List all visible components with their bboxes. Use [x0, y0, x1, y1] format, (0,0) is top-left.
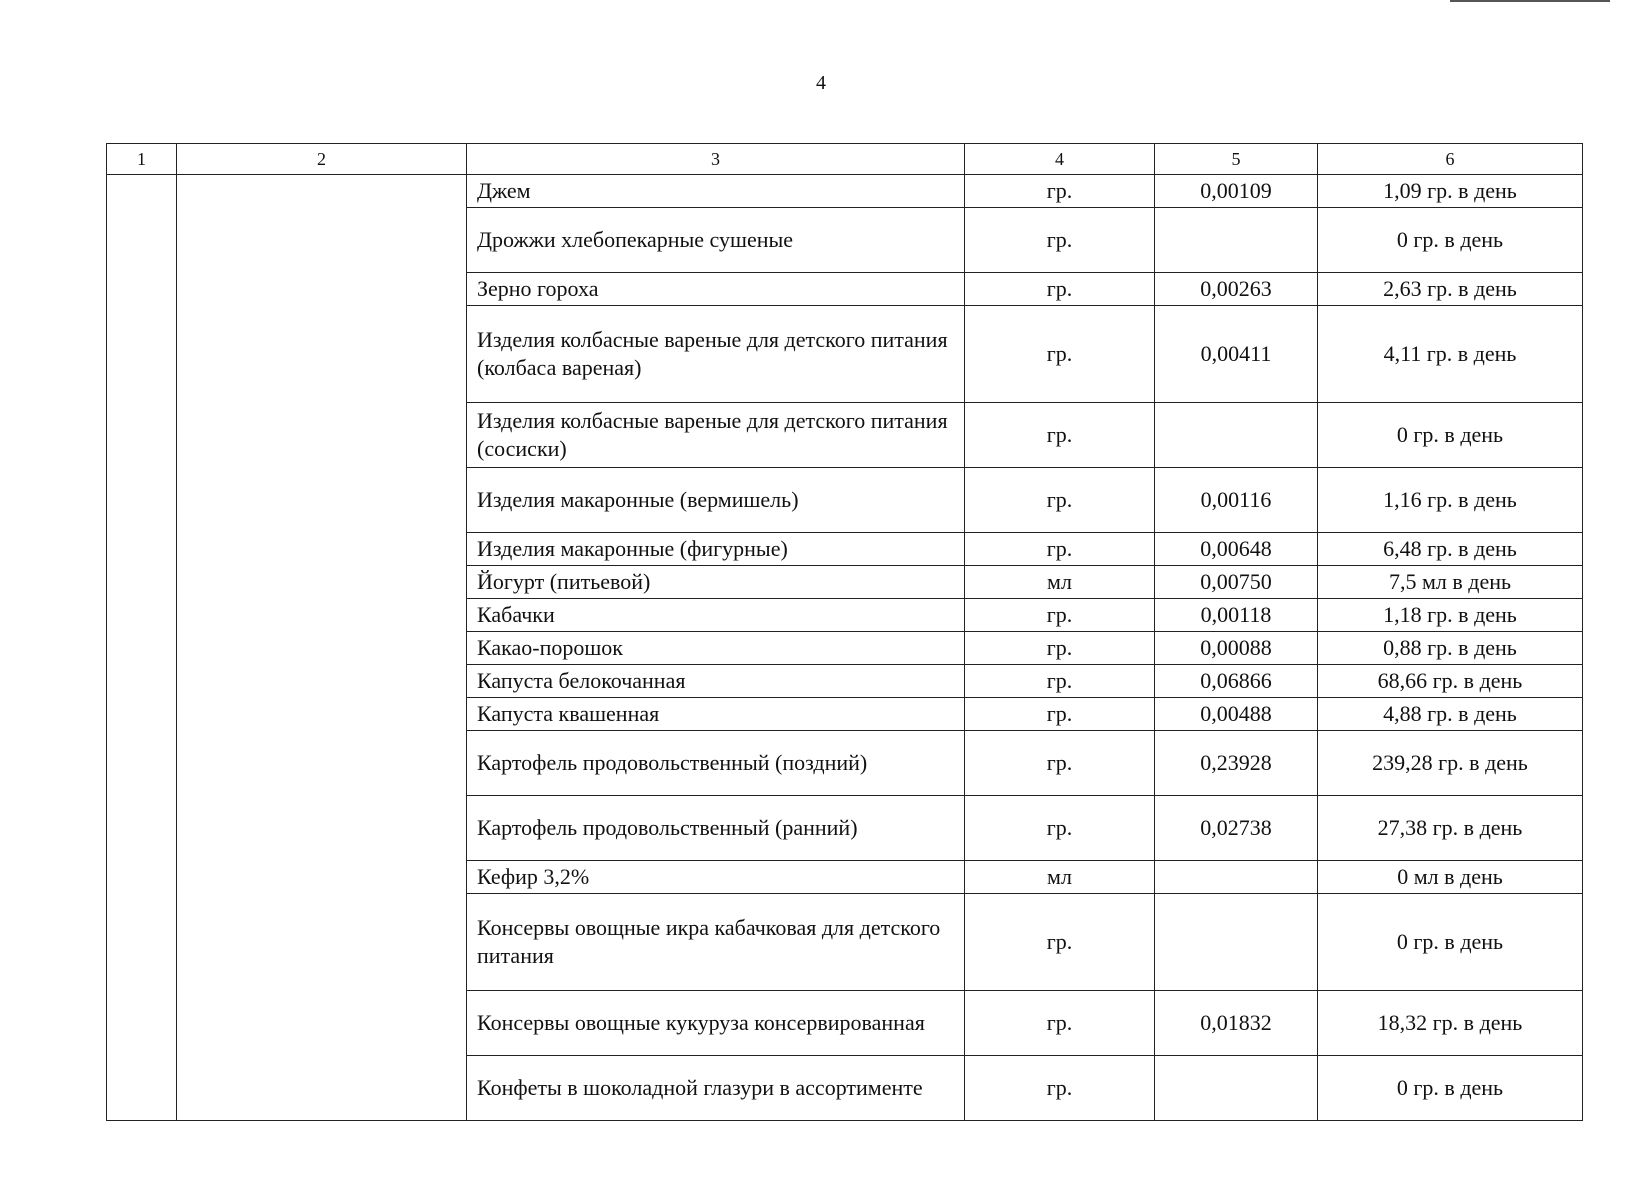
item-name: Капуста белокочанная: [467, 665, 965, 698]
item-value: 0,01832: [1155, 991, 1318, 1056]
merged-cell-col2: [177, 175, 467, 1121]
item-value: 0,00648: [1155, 533, 1318, 566]
item-name: Кефир 3,2%: [467, 861, 965, 894]
item-name: Картофель продовольственный (поздний): [467, 731, 965, 796]
item-unit: гр.: [965, 698, 1155, 731]
item-unit: гр.: [965, 468, 1155, 533]
item-daily: 4,11 гр. в день: [1318, 306, 1583, 403]
item-value: 0,23928: [1155, 731, 1318, 796]
item-name: Изделия макаронные (вермишель): [467, 468, 965, 533]
item-daily: 18,32 гр. в день: [1318, 991, 1583, 1056]
item-daily: 4,88 гр. в день: [1318, 698, 1583, 731]
top-edge-rule: [1450, 0, 1610, 2]
item-name: Кабачки: [467, 599, 965, 632]
item-unit: гр.: [965, 991, 1155, 1056]
item-daily: 1,09 гр. в день: [1318, 175, 1583, 208]
column-number-row: [107, 144, 1583, 175]
item-unit: гр.: [965, 306, 1155, 403]
item-daily: 1,16 гр. в день: [1318, 468, 1583, 533]
column-header-1: 1: [107, 144, 177, 175]
merged-cell-col1: [107, 175, 177, 1121]
item-unit: гр.: [965, 894, 1155, 991]
item-daily: 0,88 гр. в день: [1318, 632, 1583, 665]
item-name: Консервы овощные кукуруза консервированная: [467, 991, 965, 1056]
item-unit: мл: [965, 566, 1155, 599]
item-daily: 6,48 гр. в день: [1318, 533, 1583, 566]
item-name: Дрожжи хлебопекарные сушеные: [467, 208, 965, 273]
item-daily: 0 гр. в день: [1318, 1056, 1583, 1121]
item-value: 0,00488: [1155, 698, 1318, 731]
item-unit: гр.: [965, 665, 1155, 698]
item-unit: гр.: [965, 208, 1155, 273]
item-value: [1155, 894, 1318, 991]
table-row: [107, 175, 1583, 208]
item-value: 0,00109: [1155, 175, 1318, 208]
item-unit: гр.: [965, 403, 1155, 468]
item-value: [1155, 208, 1318, 273]
item-value: 0,06866: [1155, 665, 1318, 698]
item-name: Какао-порошок: [467, 632, 965, 665]
item-daily: 68,66 гр. в день: [1318, 665, 1583, 698]
item-daily: 7,5 мл в день: [1318, 566, 1583, 599]
item-name: Картофель продовольственный (ранний): [467, 796, 965, 861]
item-value: [1155, 1056, 1318, 1121]
item-name: Зерно гороха: [467, 273, 965, 306]
item-name: Йогурт (питьевой): [467, 566, 965, 599]
provisions-table: [106, 143, 1583, 1121]
item-value: 0,02738: [1155, 796, 1318, 861]
item-daily: 0 мл в день: [1318, 861, 1583, 894]
item-unit: гр.: [965, 599, 1155, 632]
item-value: [1155, 861, 1318, 894]
item-name: Изделия колбасные вареные для детского питания (сосиски): [467, 403, 965, 468]
item-daily: 0 гр. в день: [1318, 208, 1583, 273]
column-header-5: 5: [1155, 144, 1318, 175]
item-unit: гр.: [965, 1056, 1155, 1121]
item-unit: гр.: [965, 273, 1155, 306]
item-name: Джем: [467, 175, 965, 208]
item-name: Конфеты в шоколадной глазури в ассортименте: [467, 1056, 965, 1121]
item-value: 0,00750: [1155, 566, 1318, 599]
item-value: 0,00263: [1155, 273, 1318, 306]
item-name: Изделия колбасные вареные для детского питания (колбаса вареная): [467, 306, 965, 403]
item-unit: гр.: [965, 731, 1155, 796]
item-daily: 0 гр. в день: [1318, 403, 1583, 468]
item-daily: 239,28 гр. в день: [1318, 731, 1583, 796]
item-unit: гр.: [965, 533, 1155, 566]
item-unit: гр.: [965, 175, 1155, 208]
page-number: 4: [816, 72, 826, 94]
item-daily: 2,63 гр. в день: [1318, 273, 1583, 306]
column-header-2: 2: [177, 144, 467, 175]
item-value: 0,00411: [1155, 306, 1318, 403]
item-value: 0,00116: [1155, 468, 1318, 533]
column-header-4: 4: [965, 144, 1155, 175]
column-header-3: 3: [467, 144, 965, 175]
item-value: [1155, 403, 1318, 468]
item-value: 0,00118: [1155, 599, 1318, 632]
item-unit: гр.: [965, 796, 1155, 861]
item-name: Консервы овощные икра кабачковая для детского питания: [467, 894, 965, 991]
item-daily: 27,38 гр. в день: [1318, 796, 1583, 861]
item-value: 0,00088: [1155, 632, 1318, 665]
item-unit: мл: [965, 861, 1155, 894]
item-daily: 0 гр. в день: [1318, 894, 1583, 991]
item-name: Изделия макаронные (фигурные): [467, 533, 965, 566]
item-name: Капуста квашенная: [467, 698, 965, 731]
column-header-6: 6: [1318, 144, 1583, 175]
item-daily: 1,18 гр. в день: [1318, 599, 1583, 632]
item-unit: гр.: [965, 632, 1155, 665]
